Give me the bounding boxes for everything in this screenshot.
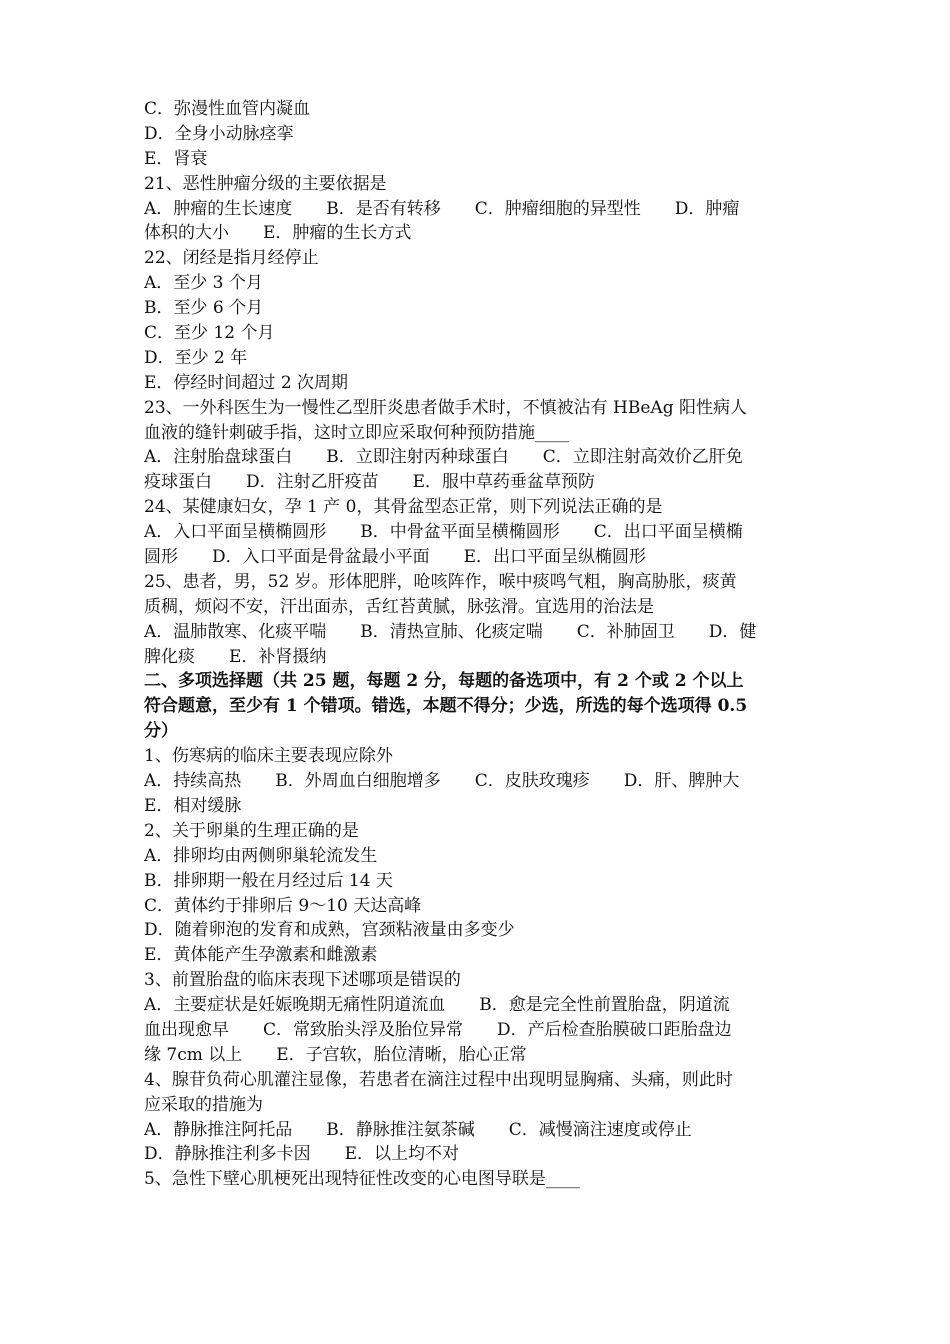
text-line: C．弥漫性血管内凝血 xyxy=(144,99,311,119)
text-line: 21、恶性肿瘤分级的主要依据是 xyxy=(144,173,387,194)
text-line: 23、一外科医生为一慢性乙型肝炎患者做手术时，不慎被沾有 HBeAg 阳性病人 xyxy=(144,397,747,418)
text-line: 2、关于卵巢的生理正确的是 xyxy=(144,820,359,841)
text-line: 脾化痰 E．补肾摄纳 xyxy=(144,646,327,667)
text-line: A．温肺散寒、化痰平喘 B．清热宣肺、化痰定喘 C．补肺固卫 D．健 xyxy=(144,621,757,642)
text-line: C．至少 12 个月 xyxy=(144,323,275,344)
text-line: A．持续高热 B．外周血白细胞增多 C．皮肤玫瑰疹 D．肝、脾肿大 xyxy=(144,771,740,792)
text-line: E．肾衰 xyxy=(144,148,208,169)
text-line: A．注射胎盘球蛋白 B．立即注射丙种球蛋白 C．立即注射高效价乙肝免 xyxy=(144,447,743,468)
text-line: E．相对缓脉 xyxy=(144,795,242,816)
text-line: B．排卵期一般在月经过后 14 天 xyxy=(144,870,393,891)
section-heading-line: 符合题意，至少有 1 个错项。错选，本题不得分；少选，所选的每个选项得 0.5 xyxy=(144,696,748,717)
text-line: 血出现愈早 C．常致胎头浮及胎位异常 D．产后检查胎膜破口距胎盘边 xyxy=(144,1019,732,1040)
text-line: E．黄体能产生孕激素和雌激素 xyxy=(144,945,378,966)
text-line: 质稠，烦闷不安，汗出面赤，舌红苔黄腻，脉弦滑。宜选用的治法是 xyxy=(144,596,654,617)
text-line: 缘 7cm 以上 E．子宫软，胎位清晰，胎心正常 xyxy=(144,1044,527,1065)
text-line: 1、伤寒病的临床主要表现应除外 xyxy=(144,746,393,767)
text-line: 25、患者，男，52 岁。形体肥胖，呛咳阵作，喉中痰鸣气粗，胸高胁胀，痰黄 xyxy=(144,571,737,592)
text-line: D．随着卵泡的发育和成熟，宫颈粘液量由多变少 xyxy=(144,920,515,941)
text-line: A．主要症状是妊娠晚期无痛性阴道流血 B．愈是完全性前置胎盘，阴道流 xyxy=(144,995,730,1016)
text-line: A．静脉推注阿托品 B．静脉推注氨茶碱 C．减慢滴注速度或停止 xyxy=(144,1119,692,1140)
text-line: C．黄体约于排卵后 9～10 天达高峰 xyxy=(144,895,422,916)
text-line: D．静脉推注利多卡因 E．以上均不对 xyxy=(144,1144,460,1165)
text-line: 22、闭经是指月经停止 xyxy=(144,248,319,269)
text-line: 应采取的措施为 xyxy=(144,1094,263,1115)
text-line: E．停经时间超过 2 次周期 xyxy=(144,372,349,393)
text-line: 圆形 D．入口平面是骨盆最小平面 E．出口平面呈纵椭圆形 xyxy=(144,547,647,568)
text-line: 5、急性下壁心肌梗死出现特征性改变的心电图导联是____ xyxy=(144,1169,580,1190)
text-line: 疫球蛋白 D．注射乙肝疫苗 E．服中草药垂盆草预防 xyxy=(144,472,596,493)
text-line: A．排卵均由两侧卵巢轮流发生 xyxy=(144,845,378,866)
text-line: 3、前置胎盘的临床表现下述哪项是错误的 xyxy=(144,970,461,991)
text-line: A．肿瘤的生长速度 B．是否有转移 C．肿瘤细胞的异型性 D．肿瘤 xyxy=(144,198,740,219)
text-line: 血液的缝针刺破手指，这时立即应采取何种预防措施____ xyxy=(144,422,569,443)
text-line: B．至少 6 个月 xyxy=(144,298,264,319)
text-line: A．至少 3 个月 xyxy=(144,273,263,294)
section-heading-line: 分） xyxy=(144,721,178,742)
text-line: 体积的大小 E．肿瘤的生长方式 xyxy=(144,223,412,244)
section-heading-line: 二、多项选择题（共 25 题，每题 2 分，每题的备选项中，有 2 个或 2 个以上 xyxy=(144,671,744,692)
document-page xyxy=(144,97,809,1192)
text-line: D．全身小动脉痉挛 xyxy=(144,123,294,144)
text-line: 4、腺苷负荷心肌灌注显像，若患者在滴注过程中出现明显胸痛、头痛，则此时 xyxy=(144,1069,733,1090)
text-line: A．入口平面呈横椭圆形 B．中骨盆平面呈横椭圆形 C．出口平面呈横椭 xyxy=(144,522,743,543)
text-line: D．至少 2 年 xyxy=(144,347,248,368)
text-line: 24、某健康妇女，孕 1 产 0，其骨盆型态正常，则下列说法正确的是 xyxy=(144,497,663,518)
